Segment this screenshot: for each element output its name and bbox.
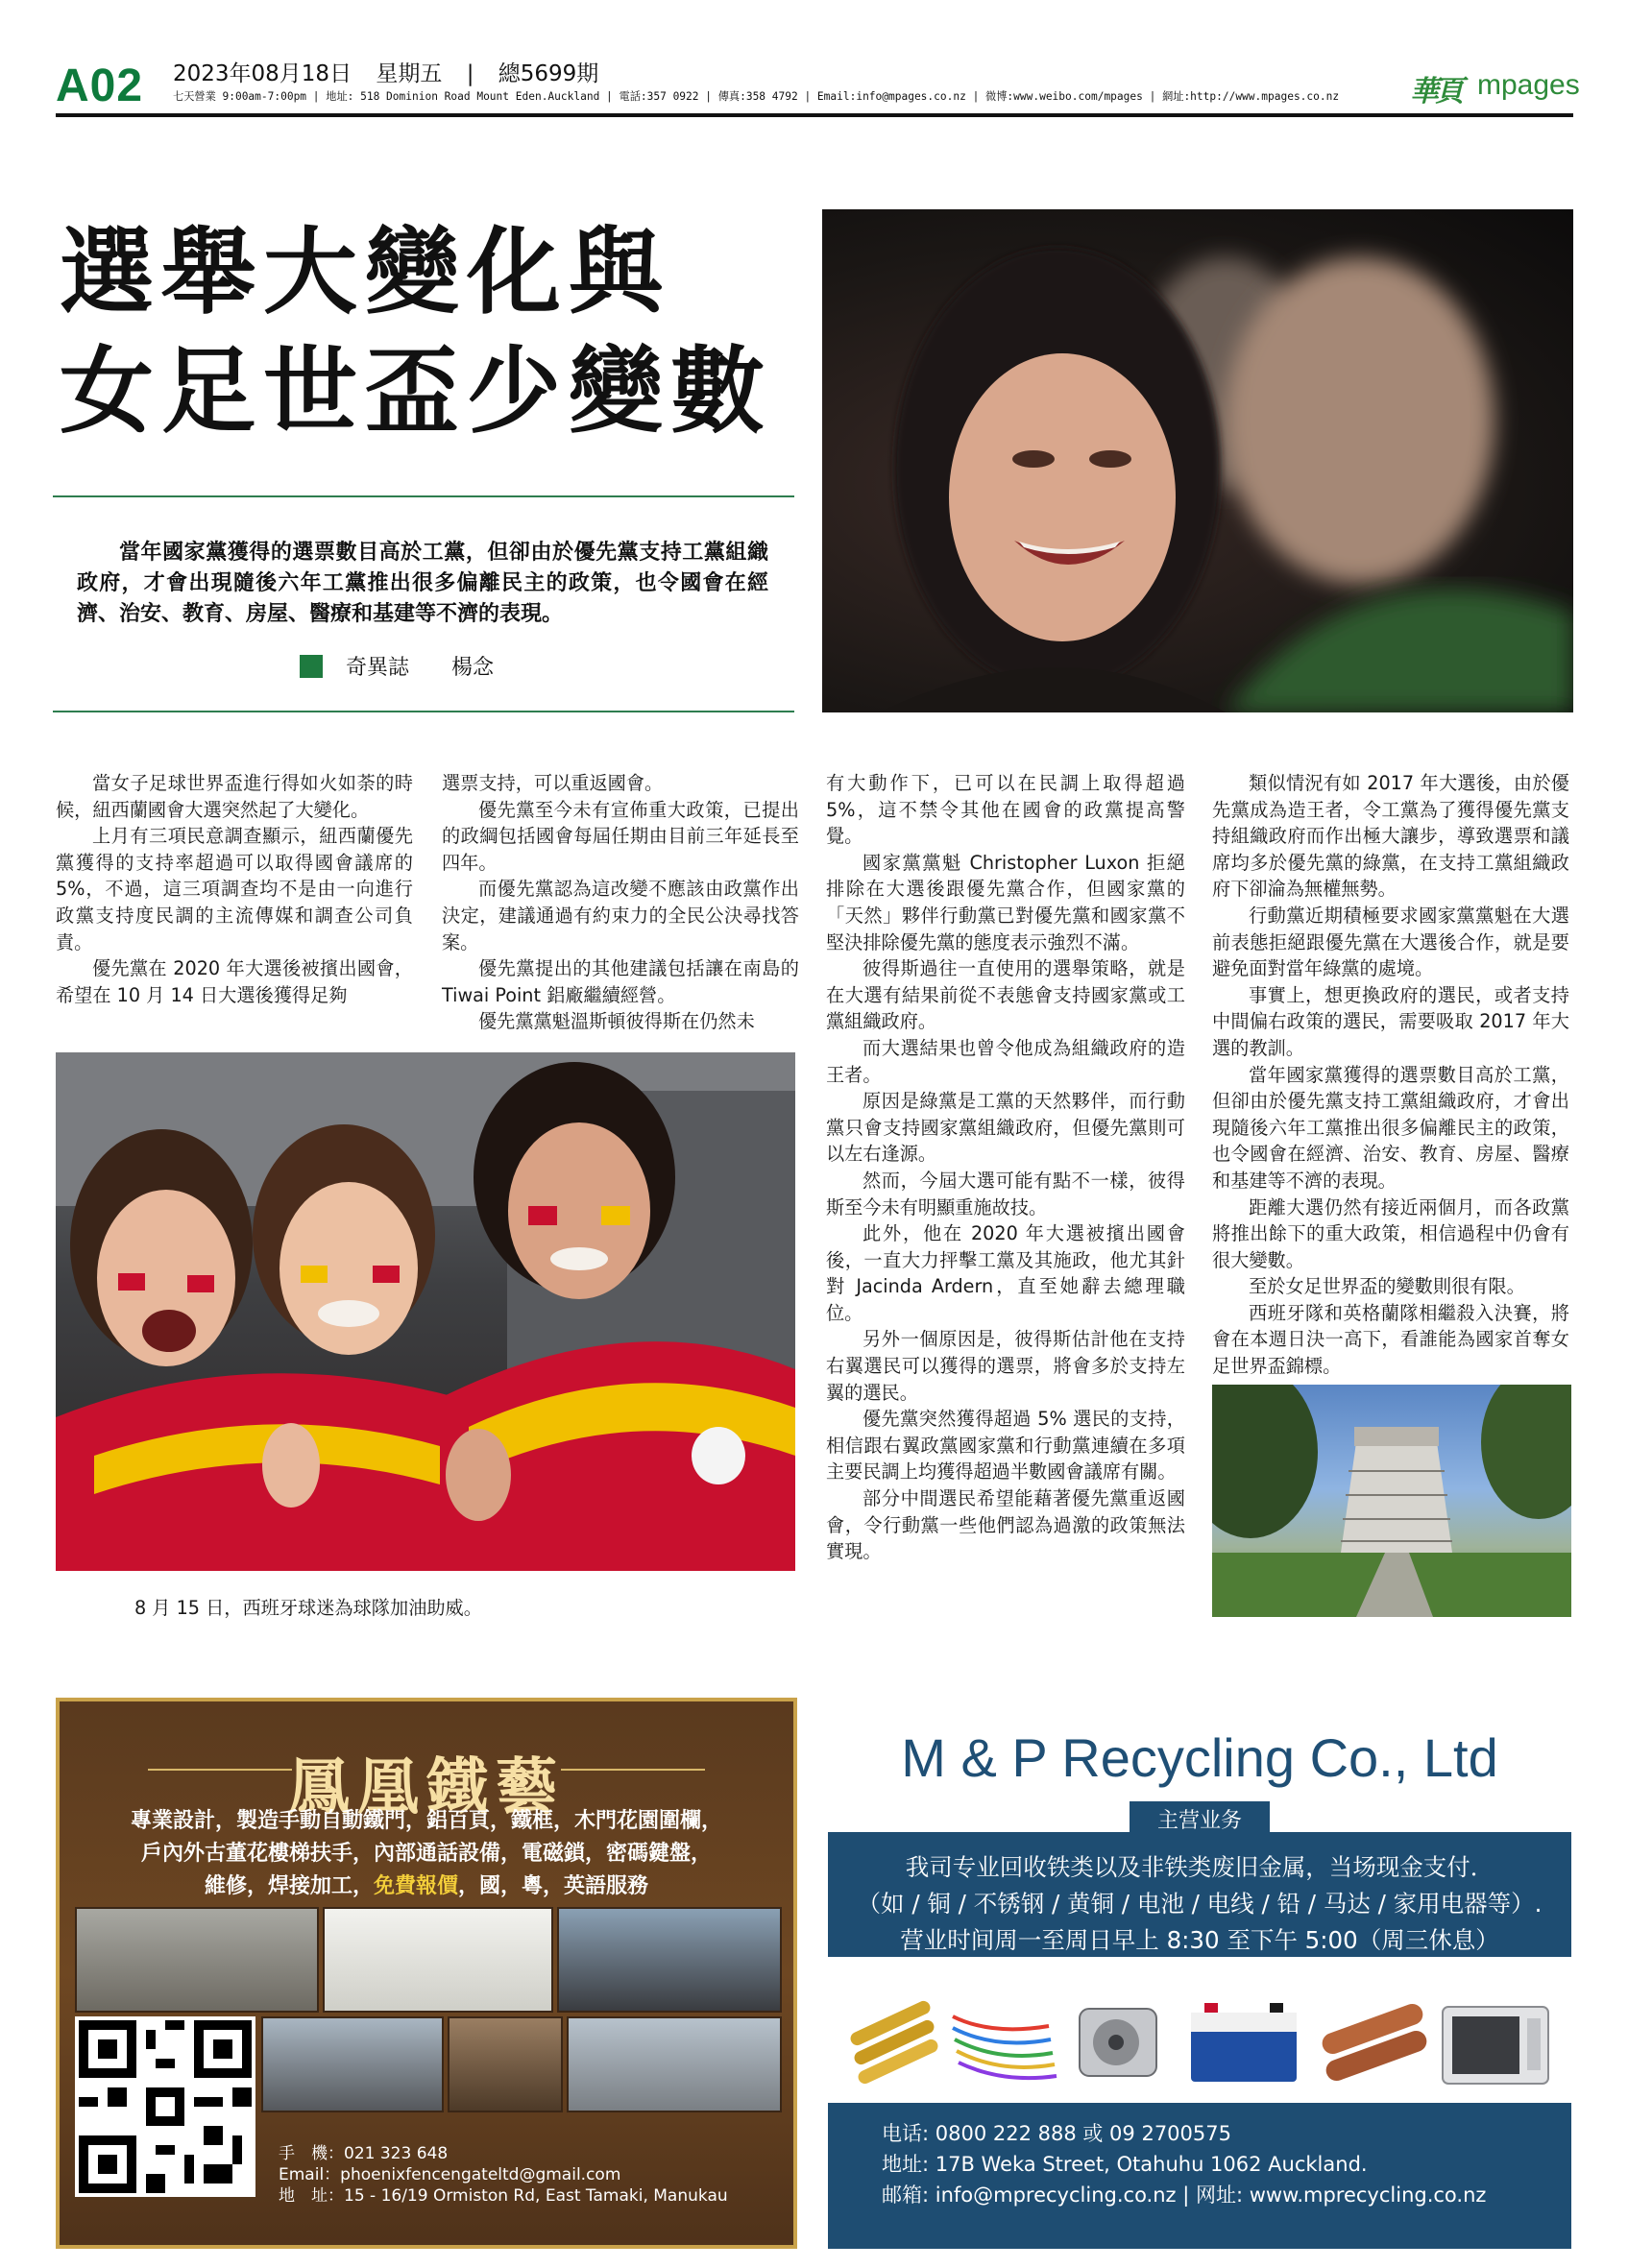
col4-paragraph: 行動黨近期積極要求國家黨黨魁在大選前表態拒絕跟優先黨在大選後合作，就是要避免面對當年綠黨的處境。	[1212, 904, 1569, 980]
mp-email-website: 邮箱: info@mprecycling.co.nz | 网址: www.mprecycling.co.nz	[882, 2184, 1487, 2207]
mp-ad-service-text	[828, 1849, 1571, 1959]
mp-ad-contact	[882, 2118, 1486, 2210]
issue-weekday: 星期五	[376, 61, 443, 86]
mp-ad-line-2: （如 / 铜 / 不锈钢 / 黄铜 / 电池 / 电线 / 铅 / 马达 / 家用电器等）.	[857, 1890, 1543, 1918]
col2-paragraph: 優先黨黨魁溫斯頓彼得斯在仍然未	[478, 1010, 755, 1033]
article-headline	[60, 213, 790, 451]
motor-icon	[1080, 2009, 1156, 2076]
col3-paragraph: 有大動作下，已可以在民調上取得超過 5%，這不禁令其他在國會的政黨提高警覺。	[826, 772, 1185, 848]
beehive-illustration	[1212, 1385, 1571, 1617]
gate-photo	[448, 2016, 563, 2112]
header-rule	[56, 113, 1573, 117]
article-column-2	[442, 770, 799, 1035]
col4-paragraph: 至於女足世界盃的變數則很有限。	[1249, 1275, 1525, 1298]
gate-photo	[75, 1907, 319, 2013]
byline-author: 楊念	[451, 656, 495, 680]
car-battery-icon	[1191, 2003, 1297, 2082]
gate-photo	[557, 1907, 782, 2013]
col1-paragraph: 當女子足球世界盃進行得如火如荼的時候，紐西蘭國會大選突然起了大變化。	[56, 772, 413, 821]
lead-rule-bottom	[53, 711, 794, 712]
col3-paragraph: 而大選結果也曾令他成為組織政府的造王者。	[826, 1036, 1185, 1086]
copper-pipes-icon	[1320, 2001, 1430, 2084]
mp-ad-title: M & P Recycling Co., Ltd	[901, 1727, 1498, 1788]
spanish-fans-photo	[56, 1052, 795, 1571]
byline-publication: 奇異誌	[346, 656, 410, 680]
issue-number: 總5699期	[498, 61, 599, 86]
mp-ad-line-1: 我司专业回收铁类以及非铁类废旧金属，当场现金支付．	[905, 1853, 1494, 1881]
mp-ad-main-business-label: 主营业务	[1130, 1801, 1270, 1842]
col3-paragraph: 另外一個原因是，彼得斯估計他在支持右翼選民可以獲得的選票，將會多於支持左翼的選民。	[826, 1328, 1185, 1404]
headline-line-1: 選舉大變化與	[60, 217, 671, 327]
contact-info-line: 七天營業 9:00am-7:00pm | 地址: 518 Dominion Road Mount Eden.Auckland | 電話:357 0922 | 傳真:358 4792 | Email:info@mpages.co.nz | 微博:www.weibo.com/mpages | 網址:http://www.mpages.co.nz	[173, 90, 1340, 103]
logo-cn-text: 華頁	[1410, 75, 1460, 109]
byline-square-icon	[300, 655, 323, 678]
col2-paragraph: 而優先黨認為這改變不應該由政黨作出決定，建議通過有約束力的全民公決尋找答案。	[442, 878, 799, 953]
mp-phone: 电话: 0800 222 888 或 09 2700575	[882, 2122, 1231, 2145]
col3-paragraph: 然而，今屆大選可能有點不一樣，彼得斯至今未有明顯重施故技。	[826, 1169, 1185, 1218]
col4-paragraph: 事實上，想更換政府的選民，或者支持中間偏右政策的選民，需要吸取 2017 年大選的教訓。	[1212, 983, 1569, 1059]
logo-en-text: mpages	[1477, 69, 1580, 101]
issue-date: 2023年08月18日	[173, 61, 352, 86]
col2-paragraph: 優先黨提出的其他建議包括讓在南島的 Tiwai Point 鋁廠繼續經營。	[442, 957, 799, 1006]
issue-date-line	[173, 56, 616, 87]
phoenix-ad-line-3b: ，國，粵，英語服務	[458, 1874, 649, 1898]
recyclable-items-illustration	[828, 1959, 1571, 2116]
article-lead: 當年國家黨獲得的選票數目高於工黨，但卻由於優先黨支持工黨組織政府，才會出現隨後六年工黨推出很多偏離民主的政策，也令國會在經濟、治安、教育、房屋、醫療和基建等不濟的表現。	[77, 541, 768, 626]
gate-photo	[567, 2016, 782, 2112]
gate-photo	[323, 1907, 553, 2013]
col4-paragraph: 距離大選仍然有接近兩個月，而各政黨將推出餘下的重大政策，相信過程中仍會有很大變數。	[1212, 1195, 1569, 1271]
qr-code-icon[interactable]	[75, 2016, 255, 2197]
phoenix-ad-contact	[279, 2143, 728, 2207]
phoenix-ad-services	[60, 1805, 793, 1903]
col2-paragraph: 優先黨至今未有宣佈重大政策，已提出的政綱包括國會每屆任期由目前三年延長至四年。	[442, 798, 799, 874]
mp-address: 地址: 17B Weka Street, Otahuhu 1062 Auckland.	[882, 2153, 1368, 2176]
article-column-4	[1212, 770, 1569, 1380]
col3-paragraph: 優先黨突然獲得超過 5% 選民的支持，相信跟右翼政黨國家黨和行動黨連續在多項主要民調上均獲得超過半數國會議席有關。	[826, 1408, 1185, 1484]
col2-paragraph: 選票支持，可以重返國會。	[442, 772, 664, 794]
gate-photo	[261, 2016, 444, 2112]
col4-paragraph: 類似情況有如 2017 年大選後，由於優先黨成為造王者，令工黨為了獲得優先黨支持組織政府而作出極大讓步，導致選票和議席均多於優先黨的綠黨，在支持工黨組織政府下卻淪為無權無勢。	[1212, 772, 1569, 901]
mpages-logo	[1410, 65, 1580, 109]
lead-rule-top	[53, 495, 794, 497]
headline-line-2: 女足世盃少變數	[60, 336, 773, 446]
issue-separator: |	[466, 61, 474, 86]
phoenix-ad-line-1: 專業設計，製造手動自動鐵門，鋁百頁，鐵框，木門花園圍欄，	[130, 1809, 722, 1833]
mp-ad-product-strip	[828, 1959, 1571, 2116]
wires-icon	[953, 2016, 1057, 2078]
mp-ad-line-3: 营业时间周一至周日早上 8:30 至下午 5:00（周三休息）	[900, 1926, 1499, 1954]
col1-paragraph: 上月有三項民意調查顯示，紐西蘭優先黨獲得的支持率超過可以取得國會議席的 5%，不過，這三項調查均不是由一向進行政黨支持度民調的主流傳媒和調查公司負責。	[56, 825, 413, 953]
phoenix-email: Email：phoenixfencengateltd@gmail.com	[279, 2165, 621, 2184]
brass-rods-icon	[848, 1999, 939, 2087]
col4-paragraph: 當年國家黨獲得的選票數目高於工黨，但卻由於優先黨支持工黨組織政府，才會出現隨後六年工黨推出很多偏離民主的政策，也令國會在經濟、治安、教育、房屋、醫療和基建等不濟的表現。	[1212, 1063, 1569, 1192]
col1-paragraph: 優先黨在 2020 年大選後被擯出國會，希望在 10 月 14 日大選後獲得足夠	[56, 957, 413, 1006]
free-quote-text: 免費報價	[373, 1874, 458, 1898]
col3-paragraph: 國家黨黨魁 Christopher Luxon 拒絕排除在大選後跟優先黨合作，但國家黨的「天然」夥伴行動黨已對優先黨和國家黨不堅決排除優先黨的態度表示強烈不滿。	[826, 851, 1185, 953]
page-header	[56, 52, 1580, 121]
article-column-1	[56, 770, 413, 1008]
byline	[300, 651, 494, 681]
fans-photo-caption: 8 月 15 日，西班牙球迷為球隊加油助威。	[134, 1597, 482, 1619]
col3-paragraph: 彼得斯過往一直使用的選舉策略，就是在大選有結果前從不表態會支持國家黨或工黨組織政府。	[826, 957, 1185, 1033]
col4-paragraph: 西班牙隊和英格蘭隊相繼殺入決賽，將會在本週日決一高下，看誰能為國家首奪女足世界盃錦標。	[1212, 1301, 1569, 1378]
phoenix-ad-line-2: 戶內外古董花樓梯扶手，內部通話設備，電磁鎖，密碼鍵盤，	[140, 1842, 712, 1866]
qr-code-graphic	[79, 2020, 252, 2193]
politicians-photo-illustration	[822, 209, 1573, 712]
phoenix-ad-title: 鳳凰鐵藝	[288, 1751, 565, 1823]
col3-paragraph: 部分中間選民希望能藉著優先黨重返國會，令行動黨一些他們認為過激的政策無法實現。	[826, 1487, 1185, 1563]
phoenix-phone: 手 機：021 323 648	[279, 2144, 449, 2163]
phoenix-ad-line-3	[60, 1870, 793, 1903]
parliament-beehive-photo	[1212, 1385, 1571, 1617]
politicians-photo	[822, 209, 1573, 712]
microwave-icon	[1443, 2007, 1548, 2084]
col3-paragraph: 此外，他在 2020 年大選被擯出國會後，一直大力抨擊工黨及其施政，他尤其針對 Jacinda Ardern，直至她辭去總理職位。	[826, 1222, 1185, 1324]
col3-paragraph: 原因是綠黨是工黨的天然夥伴，而行動黨只會支持國家黨組織政府，但優先黨則可以左右逢源。	[826, 1090, 1185, 1166]
mp-recycling-ad	[828, 1698, 1571, 2249]
article-column-3	[826, 770, 1185, 1565]
page-number: A02	[56, 60, 144, 111]
spanish-fans-illustration	[56, 1052, 795, 1571]
phoenix-address: 地 址：15 - 16/19 Ormiston Rd, East Tamaki, Manukau	[279, 2186, 728, 2206]
phoenix-ad-line-3a: 維修，焊接加工，	[204, 1874, 374, 1898]
phoenix-ironwork-ad	[56, 1698, 797, 2249]
